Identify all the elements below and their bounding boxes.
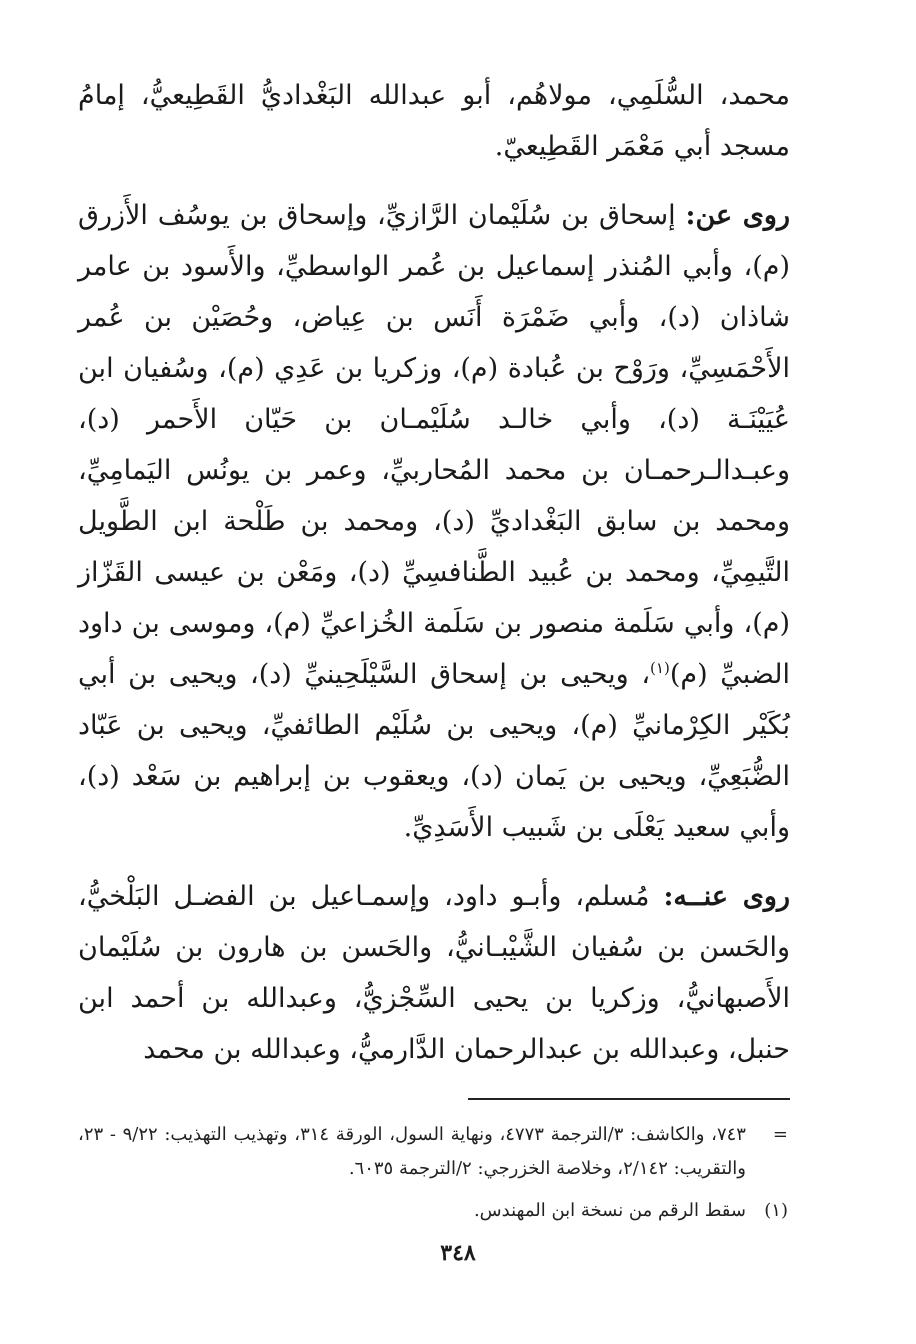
- intro-paragraph: [78, 70, 790, 172]
- narrated-by-label: روى عنــه:: [663, 881, 790, 912]
- footnote-1: [78, 1194, 790, 1228]
- footnote-continuation: [78, 1118, 790, 1186]
- intro-text: محمد، السُّلَمِي، مولاهُم، أبو عبدالله البَغْداديُّ القَطِيعيُّ، إمامُ مسجد أبي مَعْمَر القَطِيعيّ.: [78, 80, 790, 162]
- narrated-by-text: مُسلم، وأبـو داود، وإسمـاعيل بن الفضـل البَلْخيُّ، والحَسن بن سُفيان الشَّيْبـانيُّ، والحَسن بن هارون بن سُلَيْمان الأَصبهانيُّ، وزكريا بن يحيى السِّجْزيُّ، وعبدالله بن أحمد ابن حنبل، وعبدالله بن عبدالرحمان الدَّارميُّ، وعبدالله بن محمد: [78, 881, 790, 1065]
- footnote-mark: =: [772, 1124, 788, 1145]
- footnotes: [78, 1118, 790, 1228]
- main-text: [78, 70, 790, 1093]
- footnote-text: سقط الرقم من نسخة ابن المهندس.: [473, 1200, 746, 1221]
- footnote-text: ٧٤٣، والكاشف: ٣/الترجمة ٤٧٧٣، ونهاية السول، الورقة ٣١٤، وتهذيب التهذيب: ٩/٢٢ - ٢٣، والتقريب: ٢/١٤٢، وخلاصة الخزرجي: ٢/الترجمة ٦٠٣٥.: [78, 1124, 746, 1179]
- page-number: ٣٤٨: [440, 1240, 476, 1266]
- narrated-from-label: روى عن:: [685, 200, 790, 231]
- footnote-divider: [468, 1098, 790, 1100]
- narrated-from-text: إسحاق بن سُلَيْمان الرَّازيِّ، وإسحاق بن يوسُف الأَزرق (م)، وأبي المُنذر إسماعيل بن عُمر الواسطيِّ، والأَسود بن عامر شاذان (د)، وأبي ضَمْرَة أَنَس بن عِياض، وحُصَيْن بن عُمر الأَحْمَسِيِّ، ورَوْح بن عُبادة (م)، وزكريا بن عَدِي (م)، وسُفيان ابن عُيَيْنَـة (د)، وأبي خالـد سُلَيْمـان بن حَيّان الأَحمر (د)، وعبـدالـرحمـان بن محمد المُحاربيِّ، وعمر بن يونُس اليَمامِيِّ، ومحمد بن سابق البَغْداديِّ (د)، ومحمد بن طَلْحة ابن الطَّويل التَّيمِيِّ، ومحمد بن عُبيد الطَّنافسِيِّ (د)، ومَعْن بن عيسى القَزّاز (م)، وأبي سَلَمة منصور بن سَلَمة الخُزاعيِّ (م)، وموسى بن داود الضبيِّ (م): [78, 200, 790, 690]
- narrated-from-paragraph: [78, 190, 790, 853]
- footnote-ref: (١): [650, 659, 670, 677]
- footnote-mark: (١): [764, 1200, 788, 1221]
- narrated-from-text-cont: ، ويحيى بن إسحاق السَّيْلَحِينيِّ (د)، ويحيى بن أبي بُكَيْر الكِرْمانيِّ (م)، ويحيى بن سُلَيْم الطائفيِّ، ويحيى بن عَبّاد الضُّبَعِيِّ، ويحيى بن يَمان (د)، ويعقوب بن إبراهيم بن سَعْد (د)، وأبي سعيد يَعْلَى بن شَبيب الأَسَدِيِّ.: [78, 659, 790, 843]
- narrated-by-paragraph: [78, 871, 790, 1075]
